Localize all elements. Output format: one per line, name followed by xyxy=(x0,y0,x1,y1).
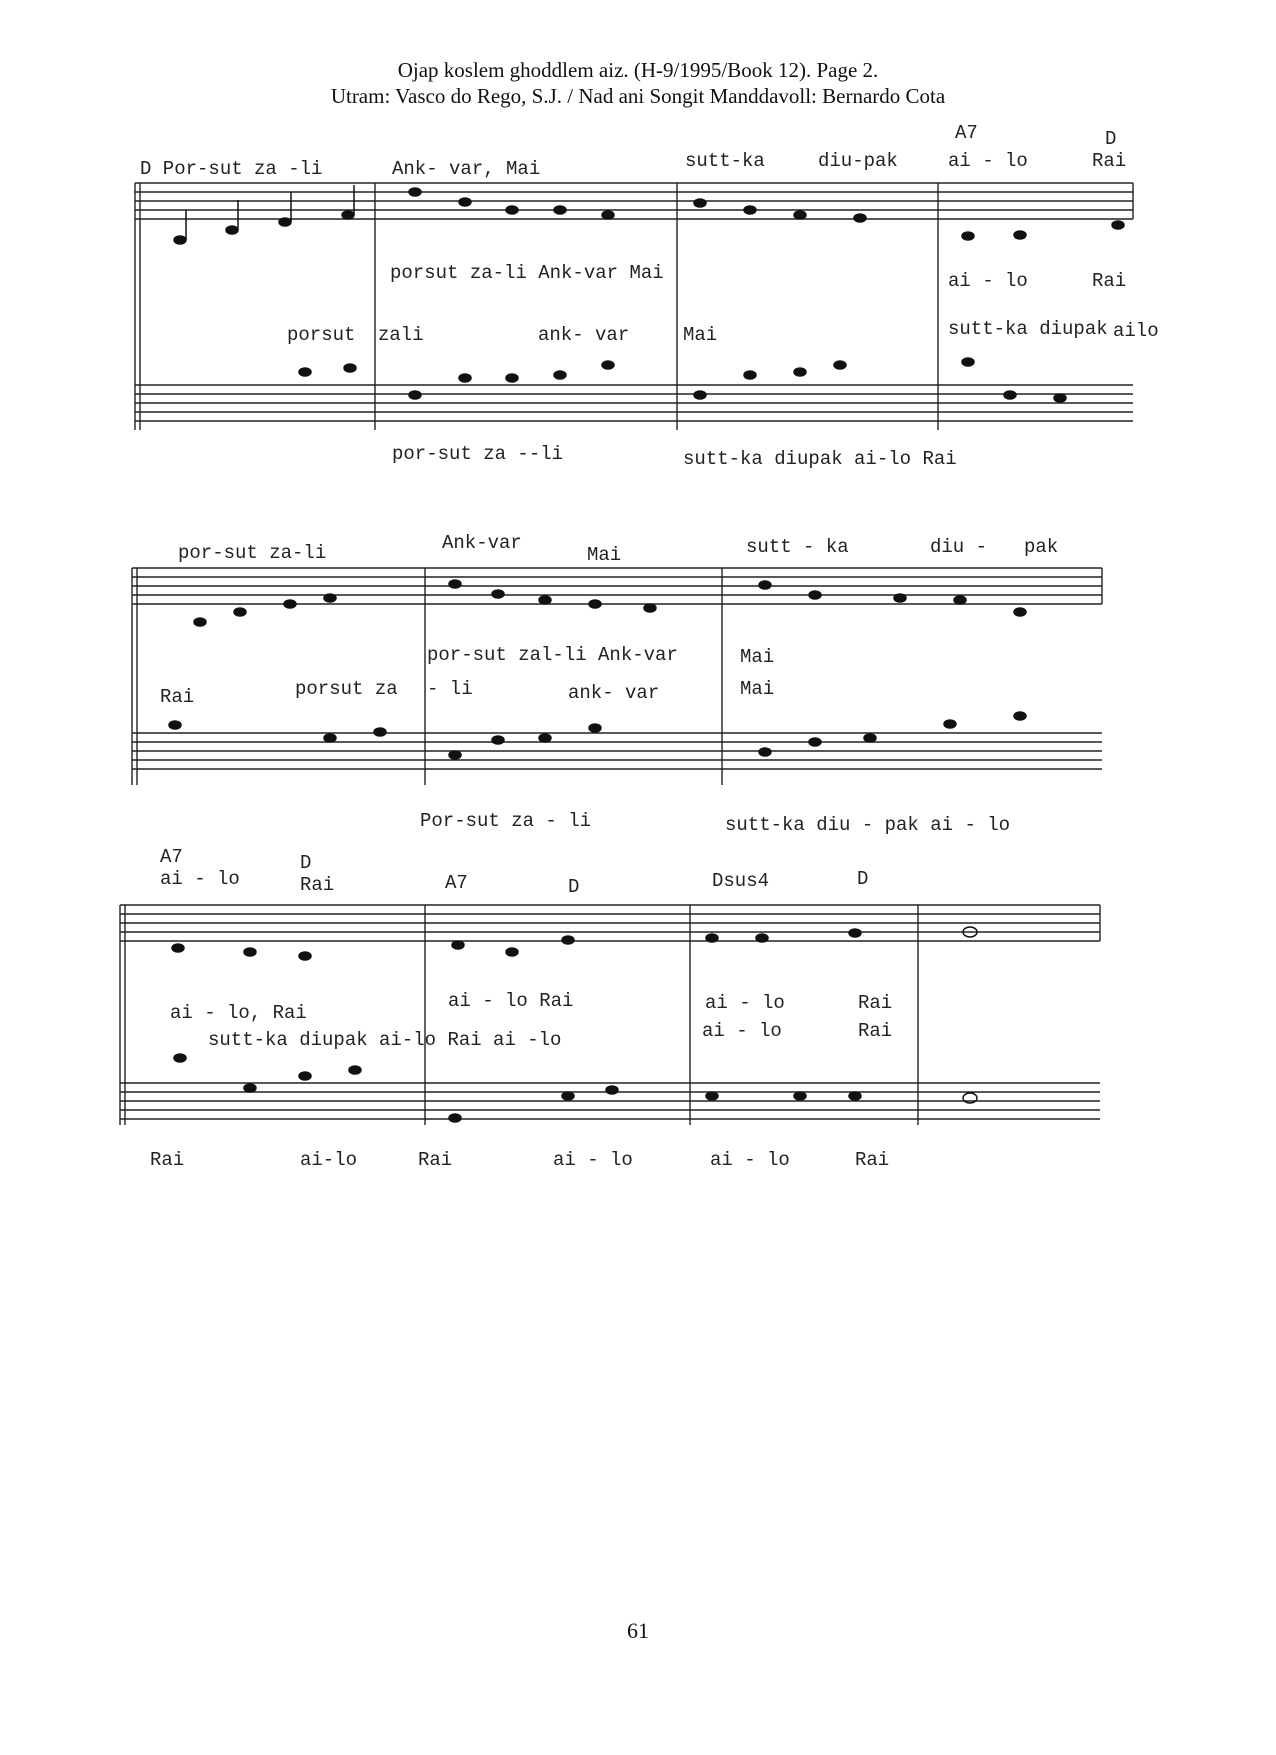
lyric: D Por-sut za -li xyxy=(140,158,323,180)
lyric: sutt-ka diupak ai-lo Rai xyxy=(683,448,957,470)
system-3 xyxy=(120,846,1100,1171)
lyric: Por-sut za - li xyxy=(420,810,592,832)
chord-symbol: A7 xyxy=(445,872,468,894)
lyric: ank- var xyxy=(538,324,630,346)
lyric: Mai xyxy=(683,324,718,346)
lyric: ank- var xyxy=(568,682,660,704)
lyric: ai - lo xyxy=(702,1020,782,1042)
lyric: ai - lo xyxy=(710,1149,790,1171)
lyric: Rai xyxy=(1092,270,1127,292)
lyric: Rai xyxy=(160,686,195,708)
system-2 xyxy=(132,532,1102,836)
lyric: Mai xyxy=(740,646,775,668)
chord-symbol: A7 xyxy=(955,122,978,144)
lyric: ai-lo xyxy=(300,1149,358,1171)
lyric: sutt-ka diupak ai-lo Rai ai -lo xyxy=(208,1029,562,1051)
lyric: sutt-ka xyxy=(685,150,765,172)
lyric: ai - lo xyxy=(705,992,785,1014)
lyric: ai - lo Rai xyxy=(448,990,574,1012)
lyric: ai - lo xyxy=(948,270,1028,292)
lyric: por-sut zal-li Ank-var xyxy=(427,644,678,666)
lyric: sutt-ka diupak xyxy=(948,318,1108,340)
page-subtitle: Utram: Vasco do Rego, S.J. / Nad ani Songit Manddavoll: Bernardo Cota xyxy=(330,84,946,108)
lyric: diu-pak xyxy=(818,150,898,172)
lyric: sutt-ka diu - pak ai - lo xyxy=(725,814,1011,836)
lyric: Rai xyxy=(300,874,335,896)
lyric: Rai xyxy=(858,992,893,1014)
lyric: - li xyxy=(427,678,473,700)
lyric: ai - lo xyxy=(160,868,240,890)
lyric: Rai xyxy=(418,1149,453,1171)
lyric: zali xyxy=(378,324,424,346)
lyric: Rai xyxy=(858,1020,893,1042)
lyric: Mai xyxy=(740,678,775,700)
lyric: sutt - ka xyxy=(746,536,849,558)
chord-symbol: D xyxy=(1105,128,1117,150)
lyric: ailo xyxy=(1113,320,1159,342)
lyric: ai - lo, Rai xyxy=(170,1002,307,1024)
lyric: por-sut za-li xyxy=(178,542,327,564)
lyric: Rai xyxy=(1092,150,1127,172)
lyric: diu - xyxy=(930,536,988,558)
lyric: Mai xyxy=(587,544,622,566)
lyric: porsut za-li Ank-var Mai xyxy=(390,262,664,284)
chord-symbol: D xyxy=(568,876,580,898)
system-1 xyxy=(135,122,1159,470)
lyric: pak xyxy=(1024,536,1059,558)
lyric: Rai xyxy=(150,1149,185,1171)
lyric: Ank-var xyxy=(442,532,522,554)
lyric: ai - lo xyxy=(948,150,1028,172)
chord-symbol: A7 xyxy=(160,846,183,868)
lyric: porsut xyxy=(287,324,356,346)
chord-symbol: D xyxy=(300,852,312,874)
lyric: ai - lo xyxy=(553,1149,633,1171)
lyric: Rai xyxy=(855,1149,890,1171)
chord-symbol: D xyxy=(857,868,869,890)
page-title: Ojap koslem ghoddlem aiz. (H-9/1995/Book 12). Page 2. xyxy=(397,58,879,82)
chord-symbol: Dsus4 xyxy=(712,870,770,892)
lyric: porsut za xyxy=(295,678,398,700)
page-number: 61 xyxy=(627,1618,649,1643)
lyric: por-sut za --li xyxy=(392,443,564,465)
lyric: Ank- var, Mai xyxy=(392,158,541,180)
